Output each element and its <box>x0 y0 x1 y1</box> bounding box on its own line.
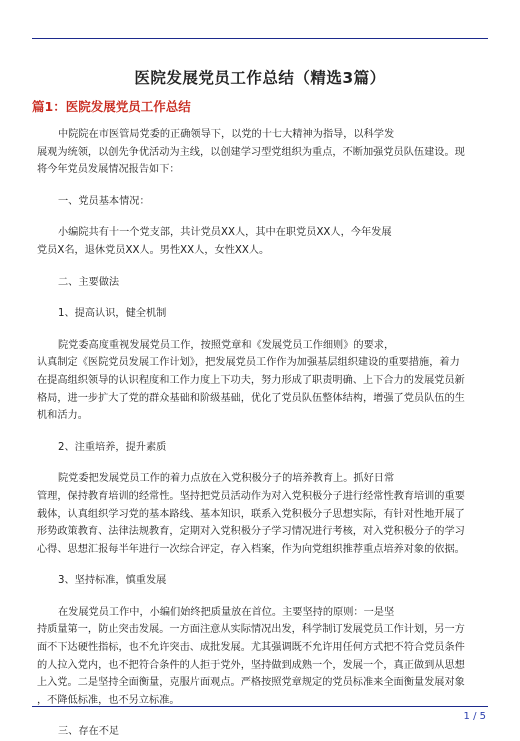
text-line: 院党委把发展党员工作的着力点放在入党积极分子的培养教育上。抓好日常 <box>58 473 395 485</box>
text-line: 心得、思想汇报每半年进行一次综合评定，存入档案，作为向党组织推荐重点培养对象的依据。 <box>37 543 465 555</box>
text-line: 2、注重培养，提升素质 <box>58 441 167 453</box>
subheading <box>37 439 487 457</box>
text-line: 认真制定《医院党员发展工作计划》，把发展党员工作作为加强基层组织建设的重要措施，着力 <box>37 357 460 369</box>
body-paragraph <box>37 470 487 558</box>
footer-rule <box>32 706 488 707</box>
text-line: 党员X名，退休党员XX人。男性XX人，女性XX人。 <box>37 244 270 256</box>
document-body <box>37 126 487 741</box>
text-line: 展观为统领，以创先争优活动为主线，以创建学习型党组织为重点，不断加强党员队伍建设。现 <box>37 146 465 158</box>
body-paragraph <box>37 337 487 425</box>
section-heading: 篇1：医院发展党员工作总结 <box>32 99 191 114</box>
text-line: 面不下达硬性指标，也不允许突击、成批发展。尤其强调既不允许用任何方式把不符合党员条件 <box>37 642 465 654</box>
text-line: 小编院共有十一个党支部，共计党员XX人，其中在职党员XX人，今年发展 <box>58 227 392 239</box>
text-line: 将今年党员发展情况报告如下： <box>37 164 180 176</box>
body-paragraph <box>37 224 487 259</box>
text-line: 格局，进一步扩大了党的群众基础和阶级基础，优化了党员队伍整体结构，增强了党员队伍的生 <box>37 392 465 404</box>
text-line: 1、提高认识，健全机制 <box>58 308 167 320</box>
text-line: 在发展党员工作中，小编们始终把质量放在首位。主要坚持的原则：一是坚 <box>58 606 395 618</box>
text-line: 院党委高度重视发展党员工作，按照党章和《发展党员工作细则》的要求， <box>58 339 395 351</box>
document-title: 医院发展党员工作总结（精选3篇） <box>134 69 386 87</box>
text-line: 持质量第一，防止突击发展。一方面注意从实际情况出发，科学制订发展党员工作计划，另一方 <box>37 624 465 636</box>
subheading <box>37 274 487 292</box>
text-line: 中院院在市医管局党委的正确领导下，以党的十七大精神为指导，以科学发 <box>58 129 395 140</box>
page-indicator: 1 / 5 <box>463 711 486 722</box>
text-line: 管理，保持教育培训的经常性。坚持把党员活动作为对入党积极分子进行经常性教育培训的重要 <box>37 490 465 502</box>
text-line: 形势政策教育、法律法规教育，定期对入党积极分子学习情况进行考核，对入党积极分子的学习 <box>37 526 465 538</box>
subheading <box>37 305 487 323</box>
text-line: 的人拉入党内，也不把符合条件的人拒于党外，坚持做到成熟一个，发展一个，真正做到从思想 <box>37 659 465 671</box>
subheading <box>37 572 487 590</box>
text-line: 载体，认真组织学习党的基本路线、基本知识，联系入党积极分子思想实际，有针对性地开展了 <box>37 508 465 520</box>
text-line: 上入党。二是坚持全面衡量，克服片面观点。严格按照党章规定的党员标准来全面衡量发展对象 <box>37 677 465 689</box>
text-line: ，不降低标准，也不另立标准。 <box>37 694 180 706</box>
text-line: 二、主要做法 <box>58 276 120 288</box>
text-line: 在提高组织领导的认识程度和工作力度上下功夫，努力形成了职责明确、上下合力的发展党员新 <box>37 374 465 386</box>
text-line: 三、存在不足 <box>58 726 120 738</box>
text-line: 机和活力。 <box>37 410 88 422</box>
body-paragraph <box>37 604 487 710</box>
text-line: 一、党员基本情况： <box>58 195 150 207</box>
header-rule <box>32 38 488 39</box>
body-paragraph <box>37 126 487 179</box>
subheading <box>37 193 487 211</box>
text-line: 3、坚持标准，慎重发展 <box>58 575 167 587</box>
subheading <box>37 723 487 741</box>
